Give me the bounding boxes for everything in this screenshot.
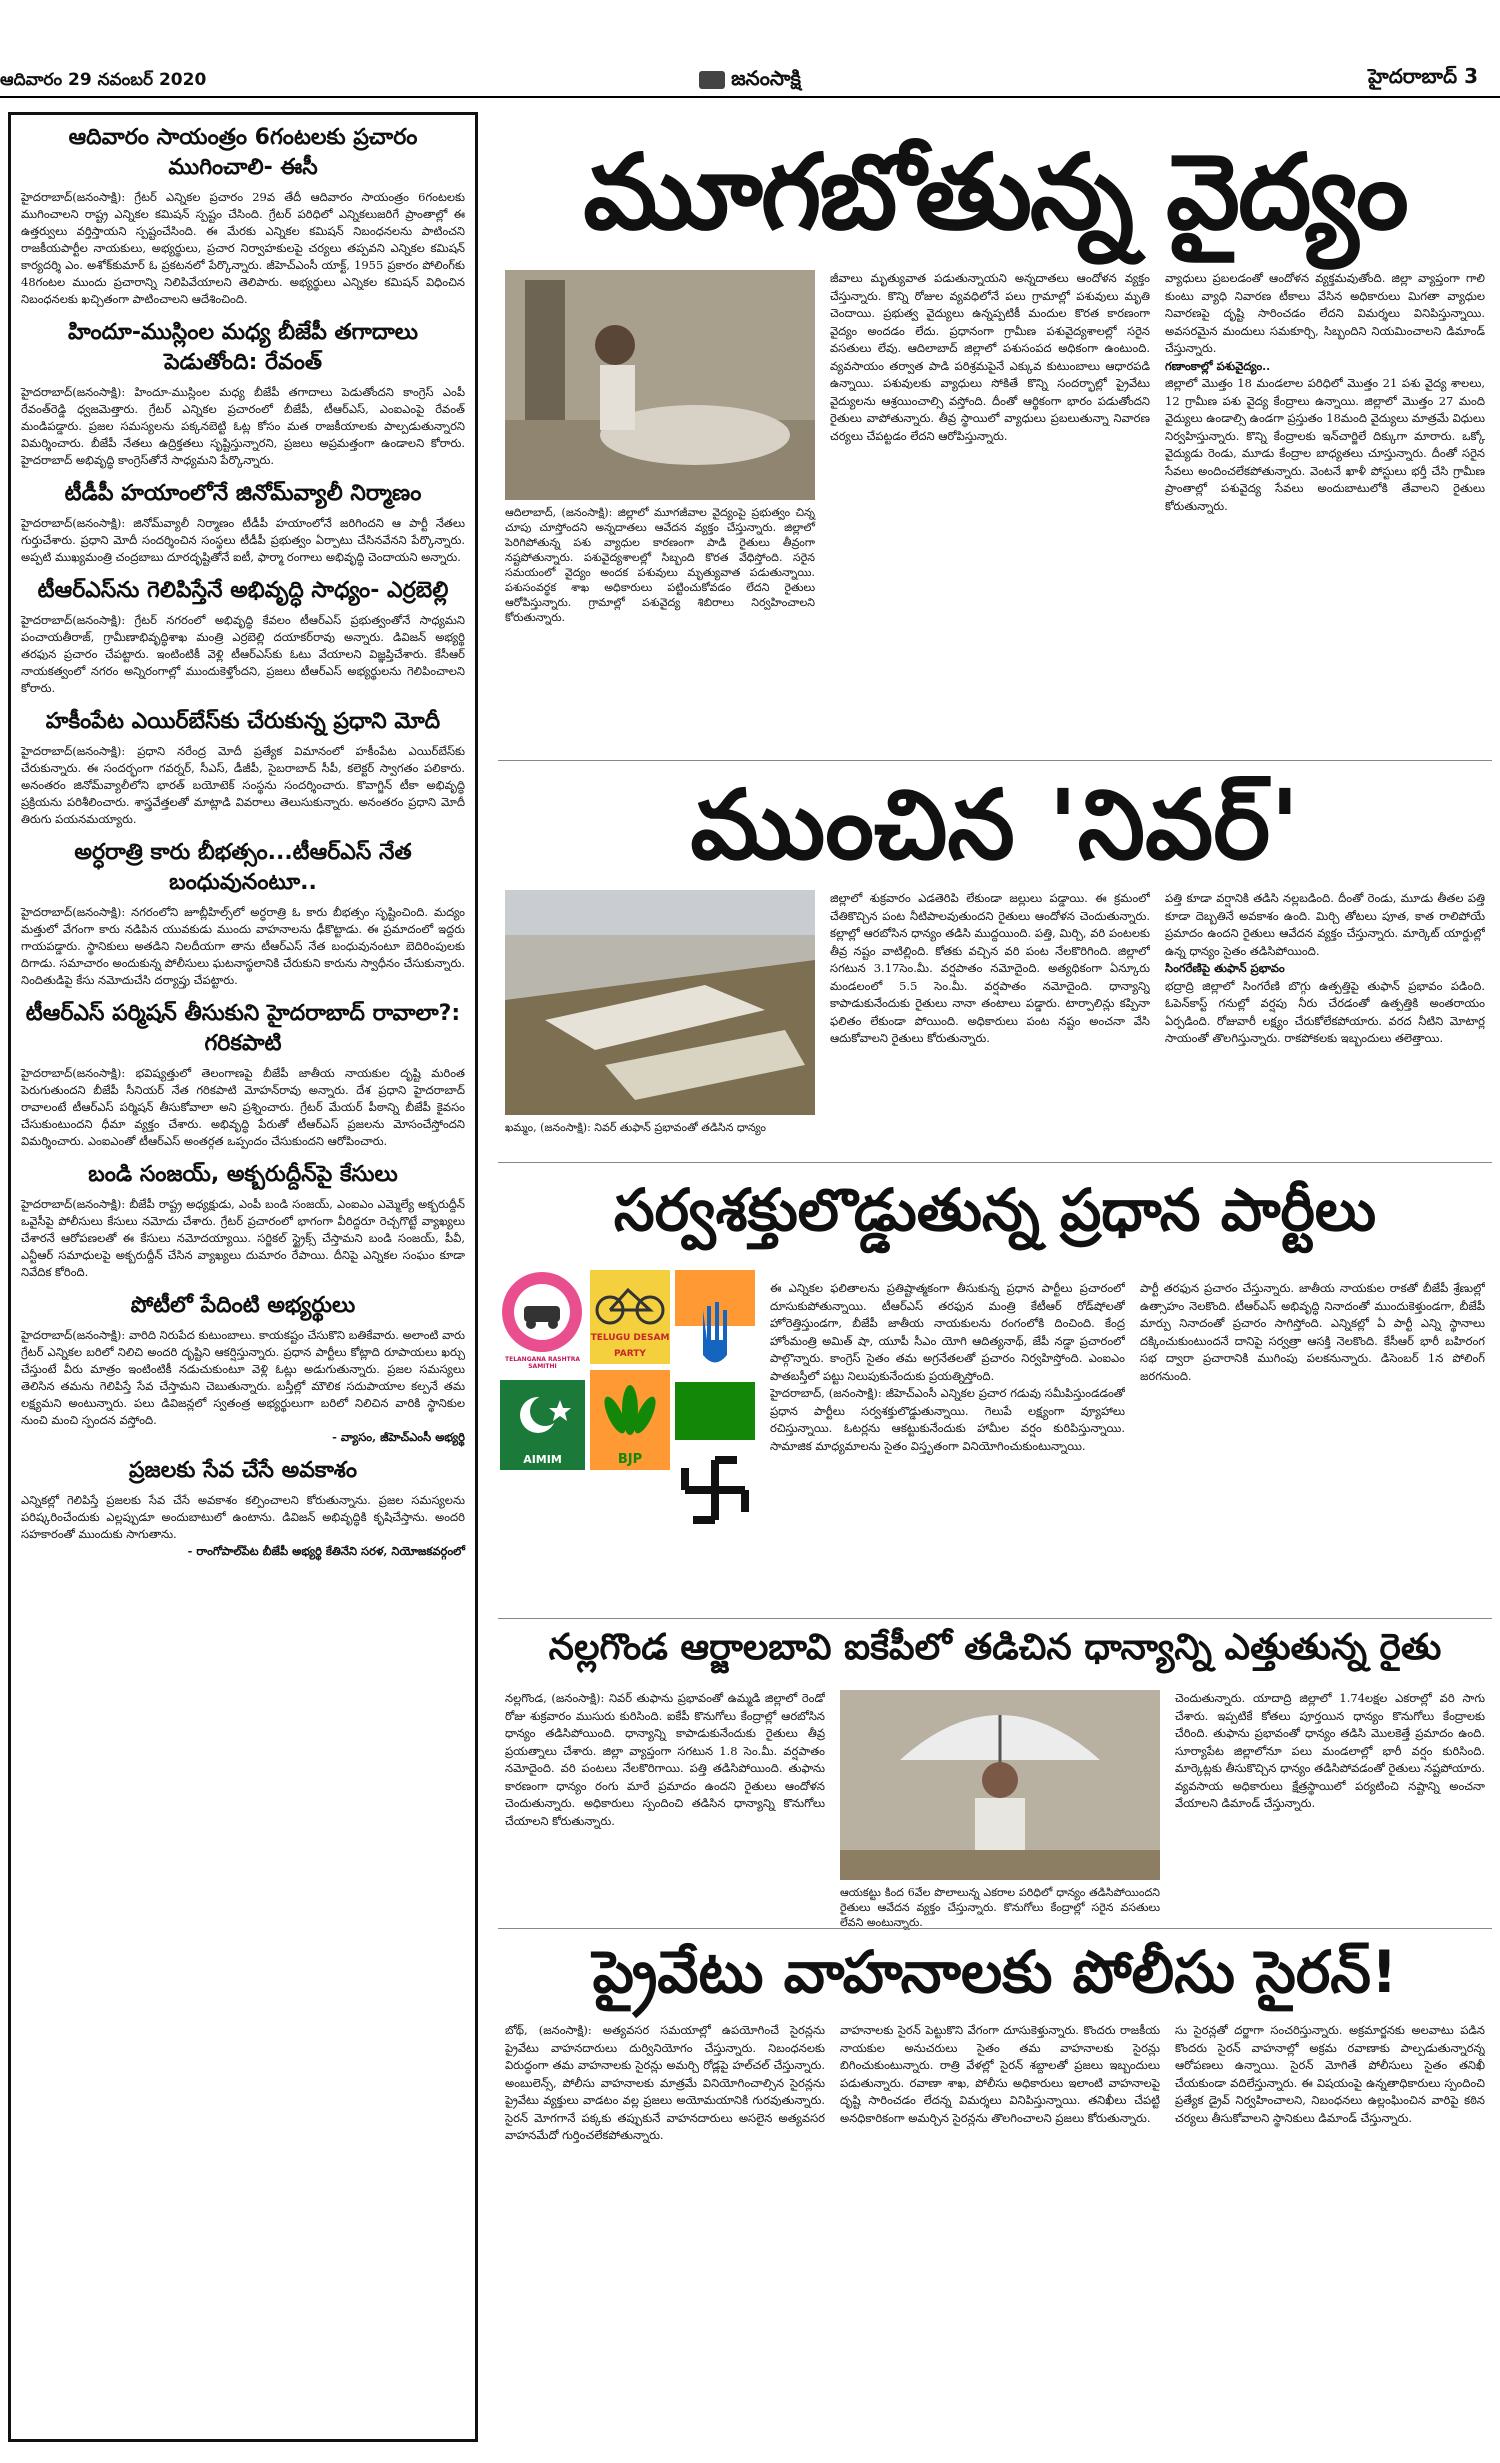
story4-photo-farmer — [840, 1690, 1160, 1880]
brief-story — [21, 123, 465, 308]
congress-logo — [675, 1270, 755, 1440]
brief-body: హైదరాబాద్‌(జనంసాక్షి): భవిష్యత్తులో తెలంగాణపై బీజేపీ జాతీయ నాయకుల దృష్టి మరింత పెరుగుతుందని బీజేపీ సీనియర్‌ నేత గరికపాటి మోహన్‌రావు అన్నారు. దేశ ప్రధాని హైదరాబాద్‌ రావాలంటే టీఆర్‌ఎస్‌ పర్మిషన్‌ తీసుకోవాలా అని ప్రశ్నించారు. గ్రేటర్‌ మేయర్‌ పీఠాన్ని బీజేపీ కైవసం చేసుకుంటుందని ధీమా వ్యక్తం చేశారు. అభివృద్ధి పేరుతో టీఆర్‌ఎస్‌ ప్రజలను మోసంచేస్తోందని విమర్శించారు. ఎంఐఎంతో టీఆర్‌ఎస్‌ అంతర్గత ఒప్పందం చేసుకుందని ఆరోపించారు. — [21, 1066, 465, 1148]
hand-symbol-icon — [675, 1270, 755, 1440]
story3-column-2: పార్టీ తరఫున ప్రచారం చేస్తున్నారు. జాతీయ నాయకుల రాకతో బీజేపీ శ్రేణుల్లో ఉత్సాహం నెలకొంది. టీఆర్‌ఎస్‌ అభివృద్ధి నినాదంతో ముందుకెళ్తుండగా, బీజేపీ మార్పు నినాదంతో ప్రచారం సాగిస్తోంది. ఎన్నికల్లో ఏ పార్టీ ఎన్ని స్థానాలు దక్కించుకుంటుందనే దానిపై సర్వత్రా ఆసక్తి నెలకొంది. కేసీఆర్‌ భారీ బహిరంగ సభ ద్వారా ప్రచారానికి ముగింపు పలకనున్నారు. డిసెంబర్‌ 1న పోలింగ్‌ జరగనుంది. — [1140, 1281, 1485, 1383]
trs-logo — [500, 1270, 585, 1370]
story1-column-1: జీవాలు మృత్యువాత పడుతున్నాయని అన్నదాతలు ఆందోళన వ్యక్తం చేస్తున్నారు. కొన్ని రోజుల వ్యవధిలోనే పలు గ్రామాల్లో పశువులు మృతి చెందాయి. ప్రభుత్వ వైద్యులు ఉన్నప్పటికీ మందుల కొరత కారణంగా వైద్యం అందడం లేదు. ప్రధానంగా గ్రామీణ పశువైద్యశాలల్లో సరైన వసతులు లేవు. ఆదిలాబాద్‌ జిల్లాలో పశుసంపద అధికంగా ఉంటుంది. వ్యవసాయం తర్వాత పాడి పరిశ్రమపైనే ఎక్కువ కుటుంబాలు ఆధారపడి ఉన్నాయి. పశువులకు వ్యాధులు సోకితే కొన్ని సందర్భాల్లో ప్రైవేటు వైద్యులను ఆశ్రయించాల్సి వస్తోంది. దీంతో ఆర్థికంగా భారం పడుతోందని రైతులు వాపోతున్నారు. తీవ్ర స్థాయిలో వ్యాధులు ప్రబలుతున్నా నివారణ చర్యలు చేపట్టడం లేదని ఆరోపిస్తున్నారు. — [830, 271, 1150, 443]
story5-column-2: వాహనాలకు సైరన్‌ పెట్టుకొని వేగంగా దూసుకెళ్తున్నారు. కొందరు రాజకీయ నాయకుల అనుచరులు సైతం తమ వాహనాలకు సైరన్లు బిగించుకుంటున్నారు. రాత్రి వేళల్లో సైరన్‌ శబ్దాలతో ప్రజలు ఇబ్బందులు పడుతున్నారు. రవాణా శాఖ, పోలీసు అధికారులు ఇలాంటి వాహనాలపై దృష్టి సారించడం లేదన్న విమర్శలు వినిపిస్తున్నాయి. తనిఖీలు చేపట్టి అనధికారికంగా అమర్చిన సైరన్లను తొలగించాలని ప్రజలు కోరుతున్నారు. — [840, 2023, 1160, 2125]
story1-caption: ఆదిలాబాద్‌, (జనంసాక్షి): జిల్లాలో మూగజీవాల వైద్యంపై ప్రభుత్వం చిన్న చూపు చూస్తోందని అన్నదాతలు ఆవేదన వ్యక్తం చేస్తున్నారు. జిల్లాలో పెరిగిపోతున్న పశు వ్యాధుల కారణంగా పాడి రైతులు తీవ్రంగా నష్టపోతున్నారు. పశువైద్యశాలల్లో సిబ్బంది కొరత వేధిస్తోంది. సరైన సమయంలో వైద్యం అందక పశువులు మృత్యువాత పడుతున్నాయి. పశుసంవర్థక శాఖ అధికారులు పట్టించుకోవడం లేదని రైతులు ఆరోపిస్తున్నారు. గ్రామాల్లో పశువైద్య శిబిరాలు నిర్వహించాలని కోరుతున్నారు. — [505, 506, 815, 624]
aimim-label: AIMIM — [500, 1450, 585, 1470]
brief-story — [21, 576, 465, 697]
story2-column-2 — [1165, 890, 1485, 1150]
bjp-label: BJP — [590, 1450, 670, 1470]
story4-column-1: నల్లగొండ, (జనంసాక్షి): నివర్‌ తుఫాను ప్రభావంతో ఉమ్మడి జిల్లాలో రెండో రోజు శుక్రవారం ముసురు కురిసింది. ఐకేపీ కొనుగోలు కేంద్రాల్లో ఆరబోసిన ధాన్యం తడిసిపోయింది. ధాన్యాన్ని కాపాడుకునేందుకు రైతులు తీవ్ర ప్రయత్నాలు చేశారు. జిల్లా వ్యాప్తంగా సగటున 1.8 సెం.మీ. వర్షపాతం నమోదైంది. వరి పంటలు నేలకొరిగాయి. పత్తి తడిసిపోయింది. తుఫాను కారణంగా ధాన్యం రంగు మారే ప్రమాదం ఉందని రైతులు ఆందోళన చెందుతున్నారు. అధికారులు స్పందించి తడిసిన ధాన్యాన్ని కొనుగోలు చేయాలని కోరుతున్నారు. — [505, 1691, 825, 1828]
story3-col1-text: ఈ ఎన్నికల ఫలితాలను ప్రతిష్టాత్మకంగా తీసుకున్న ప్రధాన పార్టీలు ప్రచారంలో దూసుకుపోతున్నాయి. టీఆర్‌ఎస్‌ తరఫున మంత్రి కేటీఆర్‌ రోడ్‌షోలతో హోరెత్తిస్తుండగా, బీజేపీ జాతీయ నాయకులను రంగంలోకి దించింది. కేంద్ర హోంమంత్రి అమిత్‌ షా, యూపీ సీఎం యోగి ఆదిత్యనాథ్‌, జేపీ నడ్డా ప్రచారంలో పాల్గొన్నారు. కాంగ్రెస్‌ సైతం తమ అగ్రనేతలతో ప్రచారం నిర్వహిస్తోంది. ఎంఐఎం పాతబస్తీలో పట్టు నిలుపుకునేందుకు ప్రయత్నిస్తోంది. — [770, 1281, 1125, 1383]
story-divider — [498, 760, 1492, 761]
story2-col2-text: పత్తి కూడా వర్షానికి తడిసి నల్లబడింది. దీంతో రెండు, మూడు తీతల పత్తి కూడా దెబ్బతినే అవకాశం ఉంది. మిర్చి తోటలు పూత, కాత రాలిపోయే ప్రమాదం ఉందని రైతులు ఆవేదన వ్యక్తం చేస్తున్నారు. మార్కెట్‌ యార్డుల్లో ఉన్న ధాన్యం సైతం తడిసిపోయింది. — [1165, 891, 1485, 958]
brief-headline: అర్ధరాత్రి కారు బీభత్సం...టీఆర్‌ఎస్‌ నేత బంధువునంటూ.. — [74, 840, 412, 895]
crescent-symbol-icon — [500, 1380, 585, 1450]
masthead — [0, 0, 1500, 92]
wet-grain-photo-icon — [505, 890, 815, 1115]
brief-body: హైదరాబాద్‌(జనంసాక్షి): ప్రధాని నరేంద్ర మోదీ ప్రత్యేక విమానంలో హకీంపేట ఎయిర్‌బేస్‌కు చేరుకున్నారు. ఈ సందర్భంగా గవర్నర్‌, సీఎస్‌, డీజీపీ, సైబరాబాద్‌ సీపీ, కలెక్టర్‌ స్వాగతం పలికారు. అనంతరం జినోమ్‌వ్యాలీలోని భారత్‌ బయోటెక్‌ సంస్థను సందర్శించారు. కొవాగ్జిన్‌ టీకా అభివృద్ధి ప్రక్రియను పరిశీలించారు. శాస్త్రవేత్తలతో మాట్లాడి వివరాలు తెలుసుకున్నారు. అనంతరం ప్రధాని మోదీ తిరుగు పయనమయ్యారు. — [21, 744, 465, 826]
brief-body: హైదరాబాద్‌(జనంసాక్షి): గ్రేటర్‌ నగరంలో అభివృద్ధి కేవలం టీఆర్‌ఎస్‌ ప్రభుత్వంతోనే సాధ్యమని పంచాయతీరాజ్‌, గ్రామీణాభివృద్ధిశాఖ మంత్రి ఎర్రబెల్లి దయాకర్‌రావు అన్నారు. డివిజన్‌ అభ్యర్థి తరఫున ప్రచారం చేపట్టారు. ఇంటింటికీ వెళ్లి టీఆర్‌ఎస్‌కు ఓటు వేయాలని విజ్ఞప్తిచేశారు. కేసీఆర్‌ నాయకత్వంలో నగరం అన్నిరంగాల్లో ముందుకెళ్తోందని, ప్రజలు టీఆర్‌ఎస్‌ అభ్యర్థులను గెలిపించాలని కోరారు. — [21, 613, 465, 695]
story2-col2-subhead: సింగరేణిపై తుఫాన్‌ ప్రభావం — [1165, 961, 1285, 975]
party-logos-panel — [500, 1270, 755, 1620]
story1-col3-text-b: జిల్లాలో మొత్తం 18 మండలాల పరిధిలో మొత్తం 21 పశు వైద్య శాలలు, 12 గ్రామీణ పశు వైద్య కేంద్రాలు ఉన్నాయి. జిల్లాలో మొత్తం 27 మంది వైద్యులు ఉండాల్సి ఉండగా ప్రస్తుతం 18మంది వైద్యులు మాత్రమే విధులు నిర్వహిస్తున్నారు. కొన్ని కేంద్రాలకు ఇన్‌చార్జిలే దిక్కుగా మారారు. ఒక్కో వైద్యుడు రెండు, మూడు కేంద్రాల బాధ్యతలు చూస్తున్నారు. దీంతో సరైన సేవలు అందించలేకపోతున్నారు. వెంటనే ఖాళీ పోస్టులు భర్తీ చేసి గ్రామీణ ప్రాంతాల్లో పశువైద్య సేవలు అందుబాటులోకి తేవాలని రైతులు కోరుతున్నారు. — [1165, 376, 1485, 513]
brief-headline: టీడీపీ హయాంలోనే జినోమ్‌వ్యాలీ నిర్మాణం — [64, 481, 422, 506]
brief-story — [21, 318, 465, 469]
brief-body: హైదరాబాద్‌(జనంసాక్షి): వారిది నిరుపేద కుటుంబాలు. కాయకష్టం చేసుకొని బతికేవారు. అలాంటి వారు గ్రేటర్‌ ఎన్నికల బరిలో నిలిచి అందరి దృష్టిని ఆకర్షిస్తున్నారు. ప్రధాన పార్టీలు కోట్లాది రూపాయలు ఖర్చు చేస్తుంటే వీరు మాత్రం ఇంటింటికీ నడుచుకుంటూ వెళ్లి ఓట్లు అడుగుతున్నారు. ప్రజల సమస్యలు తెలిసిన తమను గెలిపిస్తే సేవ చేస్తామని చెబుతున్నారు. బస్తీల్లో మౌలిక సదుపాయాల కల్పనే తమ లక్ష్యమని అంటున్నారు. పలు డివిజన్లలో స్వతంత్ర అభ్యర్థులుగా బరిలో నిలిచిన వారికి స్థానికుల నుంచి మంచి స్పందన వస్తోంది. — [21, 1328, 465, 1427]
farmer-umbrella-photo-icon — [840, 1690, 1160, 1880]
tdp-logo — [590, 1270, 670, 1365]
story3-headline: సర్వశక్తులొడ్డుతున్న ప్రధాన పార్టీలు — [613, 1176, 1377, 1244]
paper-name-text: జనంసాక్షి — [731, 66, 801, 90]
brief-headline: బండి సంజయ్‌, అక్బరుద్దీన్‌పై కేసులు — [88, 1162, 398, 1187]
story-divider — [498, 1928, 1492, 1929]
swastika-icon — [675, 1450, 755, 1530]
trs-label: TELANGANA RASHTRA SAMITHI — [505, 1356, 580, 1370]
story2-caption: ఖమ్మం, (జనంసాక్షి): నివర్‌ తుఫాన్‌ ప్రభావంతో తడిసిన ధాన్యం — [505, 1121, 767, 1134]
brief-story — [21, 1291, 465, 1446]
brief-body: హైదరాబాద్‌(జనంసాక్షి): బీజేపీ రాష్ట్ర అధ్యక్షుడు, ఎంపీ బండి సంజయ్‌, ఎంఐఎం ఎమ్మెల్యే అక్బరుద్దీన్‌ ఒవైసీపై పోలీసులు కేసులు నమోదు చేశారు. గ్రేటర్‌ ప్రచారంలో భాగంగా వీరిద్దరూ రెచ్చగొట్టే వ్యాఖ్యలు చేశారనే ఆరోపణలతో ఈ కేసులు నమోదయ్యాయి. సర్జికల్‌ స్ట్రైక్స్‌ చేస్తామని బండి సంజయ్‌, పీవీ, ఎన్టీఆర్‌ సమాధులపై అక్బరుద్దీన్‌ చేసిన వ్యాఖ్యలు దుమారం రేపాయి. దీనిపై ఎన్నికల సంఘం కూడా నివేదిక కోరింది. — [21, 1197, 465, 1279]
brief-headline: హకీంపేట ఎయిర్‌బేస్‌కు చేరుకున్న ప్రధాని మోదీ — [45, 709, 441, 734]
story1-headline: మూగబోతున్న వైద్యం — [583, 131, 1407, 253]
story2-headline: ముంచిన 'నివర్‌' — [690, 769, 1300, 881]
paper-name — [680, 66, 820, 95]
story-divider — [498, 1162, 1492, 1163]
bicycle-symbol-icon — [590, 1270, 670, 1330]
story5-column-3: సు సైరన్లతో దర్జాగా సంచరిస్తున్నారు. అక్రమార్జనకు అలవాటు పడిన కొందరు సైరన్‌ వాహనాల్లో అక్రమ రవాణాకు పాల్పడుతున్నారన్న ఆరోపణలు ఉన్నాయి. సైరన్‌ మోగితే పోలీసులు సైతం తనిఖీ చేయకుండా వదిలేస్తున్నారు. ఈ విషయంపై ఉన్నతాధికారులు స్పందించి ప్రత్యేక డ్రైవ్‌ నిర్వహించాలని, నిబంధనలు ఉల్లంఘించిన వారిపై కఠిన చర్యలు తీసుకోవాలని స్థానికులు డిమాండ్‌ చేస్తున్నారు. — [1175, 2023, 1485, 2125]
brief-signature: - వ్యాసం, జీహెచ్‌ఎంసీ అభ్యర్థి — [332, 1430, 465, 1444]
tdp-label: TELUGU DESAM PARTY — [590, 1330, 670, 1364]
issue-date: ఆదివారం 29 నవంబర్‌ 2020 — [0, 70, 207, 90]
brief-body: హైదరాబాద్‌(జనంసాక్షి): గ్రేటర్‌ ఎన్నికల ప్రచారం 29వ తేదీ ఆదివారం సాయంత్రం 6గంటలకు ముగించాలని రాష్ట్ర ఎన్నికల కమిషన్‌ స్పష్టం చేసింది. గ్రేటర్‌ పరిధిలో ఎన్నికలుజరిగే ప్రాంతాల్లో ఈ ఉత్తర్వులు వర్తిస్తాయని స్పష్టంచేసింది. ఈ మేరకు ఎన్నికల కమిషన్‌ నిబంధనలను పాటించని రాజకీయపార్టీల నాయకులు, అభ్యర్థులు, ప్రచార నిర్వాహకులపై చర్యలు తప్పవని ఎన్నికల కమిషన్‌ కార్యదర్శి ఎం. అశోక్‌కుమార్‌ ఓ ప్రకటనలో పేర్కొన్నారు. జీహెచ్‌ఎంసీ యాక్ట్‌, 1955 ప్రకారం పోలింగ్‌కు 48గంటల ముందు ప్రచారాన్ని నిలిపివేయాలని తెలిపారు. అభ్యర్థులు ఎన్నికల కమిషన్‌ విధించిన నిబంధనలకు ఖచ్చితంగా పాటించాలని ఆదేశించింది. — [21, 190, 465, 306]
story5-headline: ప్రైవేటు వాహనాలకు పోలీసు సైరన్‌! — [592, 1938, 1398, 2006]
brief-body: హైదరాబాద్‌(జనంసాక్షి): నగరంలోని జూబ్లీహిల్స్‌లో అర్ధరాత్రి ఓ కారు బీభత్సం సృష్టించింది. మద్యం మత్తులో వేగంగా కారు నడిపిన యువకుడు ముందు వాహనాలను ఢీకొట్టాడు. ఈ ప్రమాదంలో ఇద్దరు గాయపడ్డారు. స్థానికులు అతడిని నిలదీయగా తాను టీఆర్‌ఎస్‌ నేత బంధువునంటూ బెదిరింపులకు దిగాడు. సమాచారం అందుకున్న పోలీసులు ఘటనాస్థలానికి చేరుకుని కారును స్వాధీనం చేసుకున్నారు. నిందితుడిపై కేసు నమోదుచేసి దర్యాప్తు చేపట్టారు. — [21, 905, 465, 987]
brief-signature: - రాంగోపాల్‌పేట బీజేపీ అభ్యర్థి కేతినేని సరళ, నియోజకవర్గంలో — [187, 1544, 465, 1558]
brief-story — [21, 707, 465, 828]
masthead-divider — [0, 96, 1500, 98]
brief-headline: హిందూ-ముస్లింల మధ్య బీజేపీ తగాదాలు పెడుతోంది: రేవంత్‌ — [68, 320, 418, 375]
story1-col3-text: వ్యాధులు ప్రబలడంతో ఆందోళన వ్యక్తమవుతోంది. జిల్లా వ్యాప్తంగా గాలి కుంటు వ్యాధి నివారణ టీకాలు వేసిన అధికారులు మిగతా వ్యాధుల నివారణపై దృష్టి సారించడం లేదని విమర్శలు వినిపిస్తున్నాయి. అవసరమైన మందులు సమకూర్చి, సిబ్బందిని నియమించాలని డిమాండ్‌ చేస్తున్నారు. — [1165, 271, 1485, 355]
brief-headline: టీఆర్‌ఎస్‌ను గెలిపిస్తేనే అభివృద్ధి సాధ్యం- ఎర్రబెల్లి — [37, 578, 449, 603]
brief-story — [21, 479, 465, 566]
story4-caption: ఆయకట్టు కింద 6వేల పొలాలున్న ఎకరాల పరిధిలో ధాన్యం తడిసిపోయిందని రైతులు ఆవేదన వ్యక్తం చేస్తున్నారు. కొనుగోలు కేంద్రాల్లో సరైన వసతులు లేవని అంటున్నారు. — [840, 1886, 1160, 1929]
car-symbol-icon — [500, 1270, 585, 1355]
brief-story — [21, 999, 465, 1150]
bjp-logo — [590, 1370, 670, 1470]
story3-col1-dateline: హైదరాబాద్‌, (జనంసాక్షి): జీహెచ్‌ఎంసీ ఎన్నికల ప్రచార గడువు సమీపిస్తుండడంతో ప్రధాన పార్టీలు సర్వశక్తులొడ్డుతున్నాయి. గెలుపే లక్ష్యంగా వ్యూహాలు రచిస్తున్నాయి. ఓటర్లను ఆకట్టుకునేందుకు హామీల వర్షం కురిపిస్తున్నాయి. సామాజిక మాధ్యమాలను సైతం విస్తృతంగా వినియోగించుకుంటున్నాయి. — [770, 1386, 1125, 1453]
story1-col3-subhead: గణాంకాల్లో పశువైద్యం.. — [1165, 358, 1271, 373]
brief-body: హైదరాబాద్‌(జనంసాక్షి): హిందూ-ముస్లింల మధ్య బీజేపీ తగాదాలు పెడుతోందని కాంగ్రెస్‌ ఎంపీ రేవంత్‌రెడ్డి ధ్వజమెత్తారు. గ్రేటర్‌ ఎన్నికల ప్రచారంలో బీజేపీ, టీఆర్‌ఎస్‌, ఎంఐఎంపై రేవంత్‌ మండిపడ్డారు. ప్రజల సమస్యలను పక్కనబెట్టి ఓట్ల కోసం మత రాజకీయాలకు పాల్పడుతున్నారని విమర్శించారు. బీజేపీ నేతలు ఉద్రిక్తతలు సృష్టిస్తున్నారని, ప్రజలు అప్రమత్తంగా ఉండాలని కోరారు. హైదరాబాద్‌ అభివృద్ధి కాంగ్రెస్‌తోనే సాధ్యమని పేర్కొన్నారు. — [21, 385, 465, 467]
brief-story — [21, 1160, 465, 1281]
swastika-symbol — [675, 1450, 755, 1530]
brief-body: ఎన్నికల్లో గెలిపిస్తే ప్రజలకు సేవ చేసే అవకాశం కల్పించాలని కోరుతున్నాను. ప్రజల సమస్యలను పరిష్కరించేందుకు ఎల్లప్పుడూ అందుబాటులో ఉంటాను. డివిజన్‌ అభివృద్ధికి కృషిచేస్తాను. అందరి సహకారంతో ముందుకు సాగుతాను. — [21, 1493, 465, 1541]
story1-photo-cattle — [505, 270, 815, 500]
story5-column-1: బోథ్‌, (జనంసాక్షి): అత్యవసర సమయాల్లో ఉపయోగించే సైరన్లను ప్రైవేటు వాహనదారులు దుర్వినియోగం చేస్తున్నారు. నిబంధనలకు విరుద్ధంగా తమ వాహనాలకు సైరన్లు అమర్చి రోడ్లపై హల్‌చల్‌ చేస్తున్నారు. అంబులెన్స్‌, పోలీసు వాహనాలకు మాత్రమే వినియోగించాల్సిన సైరన్లను ప్రైవేటు వ్యక్తులు వాడటం వల్ల ప్రజలు అయోమయానికి గురవుతున్నారు. సైరన్‌ మోగగానే పక్కకు తప్పుకునే వాహనదారులు అసలైన అత్యవసర వాహనమేదో గుర్తించలేకపోతున్నారు. — [505, 2023, 825, 2142]
story3-column-1 — [770, 1280, 1125, 1610]
aimim-logo — [500, 1380, 585, 1470]
lotus-symbol-icon — [590, 1370, 670, 1450]
cattle-photo-icon — [505, 270, 815, 500]
story2-column-1: జిల్లాలో శుక్రవారం ఎడతెరిపి లేకుండా జల్లులు పడ్డాయి. ఈ క్రమంలో చేతికొచ్చిన పంట నీటిపాలవుతుందని రైతులు ఆందోళన చెందుతున్నారు. కల్లాల్లో ఆరబోసిన ధాన్యం తడిసి ముద్దయింది. పత్తి, మిర్చి, వరి పంటలకు తీవ్ర నష్టం వాటిల్లింది. కోతకు వచ్చిన వరి పంట నేలకొరిగింది. జిల్లాలో సగటున 3.17సెం.మీ. వర్షపాతం నమోదైంది. అత్యధికంగా ఏన్కూరు మండలంలో 5.5 సెం.మీ. వర్షపాతం నమోదైంది. ధాన్యాన్ని కాపాడుకునేందుకు రైతులు నానా తంటాలు పడ్డారు. టార్పాలిన్లు కప్పినా ఫలితం లేకుండా పోయింది. అధికారులు పంట నష్టం అంచనా వేసి ఆదుకోవాలని రైతులు కోరుతున్నారు. — [830, 891, 1150, 1045]
left-news-column — [8, 112, 478, 2442]
brief-headline: ప్రజలకు సేవ చేసే అవకాశం — [129, 1458, 357, 1483]
page-city-number: హైదరాబాద్‌ 3 — [1368, 64, 1478, 88]
brief-body: హైదరాబాద్‌(జనంసాక్షి): జినోమ్‌వ్యాలీ నిర్మాణం టీడీపీ హయాంలోనే జరిగిందని ఆ పార్టీ నేతలు గుర్తుచేశారు. ప్రధాని మోదీ సందర్శించిన సంస్థలు టీడీపీ ప్రభుత్వం ఏర్పాటు చేసినవేనని పేర్కొన్నారు. అప్పటి ముఖ్యమంత్రి చంద్రబాబు దూరదృష్టితోనే ఐటీ, ఫార్మా రంగాలు అభివృద్ధి చెందాయని అన్నారు. — [21, 516, 465, 564]
story4-column-2: చెందుతున్నారు. యాదాద్రి జిల్లాలో 1.74లక్షల ఎకరాల్లో వరి సాగు చేశారు. ఇప్పటికే కోతలు పూర్తయిన ధాన్యం కొనుగోలు కేంద్రాలకు చేరింది. తుఫాను ప్రభావంతో ధాన్యం తడిసి మొలకెత్తే ప్రమాదం ఉంది. సూర్యాపేట జిల్లాలోనూ పలు మండలాల్లో భారీ వర్షం కురిసింది. మార్కెట్లకు తీసుకొచ్చిన ధాన్యం తడిసిపోవడంతో రైతులు నష్టపోయారు. వ్యవసాయ అధికారులు క్షేత్రస్థాయిలో పర్యటించి నష్టాన్ని అంచనా వేయాలని డిమాండ్‌ చేస్తున్నారు. — [1175, 1691, 1485, 1810]
brief-headline: ఆదివారం సాయంత్రం 6గంటలకు ప్రచారం ముగించాలి- ఈసీ — [68, 125, 418, 180]
story4-headline: నల్లగొండ ఆర్జాలబావి ఐకేపీలో తడిచిన ధాన్యాన్ని ఎత్తుతున్న రైతు — [548, 1627, 1442, 1668]
paper-logo-icon — [699, 71, 725, 89]
brief-headline: పోటీలో పేదింటి అభ్యర్థులు — [130, 1293, 356, 1318]
story1-column-3 — [1165, 270, 1485, 730]
story2-col2-text-b: భద్రాద్రి జిల్లాలో సింగరేణి బొగ్గు ఉత్పత్తిపై తుఫాన్‌ ప్రభావం పడింది. ఓపెన్‌కాస్ట్‌ గనుల్లో వర్షపు నీరు చేరడంతో ఉత్పత్తికి అంతరాయం ఏర్పడింది. రోజువారీ లక్ష్యం చేరుకోలేకపోయారు. వరద నీటిని మోటార్ల సాయంతో తొలగిస్తున్నారు. రాకపోకలకు ఇబ్బందులు తలెత్తాయి. — [1165, 978, 1485, 1045]
brief-story — [21, 1456, 465, 1560]
story2-photo-wet-grain — [505, 890, 815, 1115]
brief-story — [21, 838, 465, 989]
brief-headline: టీఆర్‌ఎస్‌ పర్మిషన్‌ తీసుకుని హైదరాబాద్‌ రావాలా?: గరికపాటి — [25, 1001, 461, 1056]
